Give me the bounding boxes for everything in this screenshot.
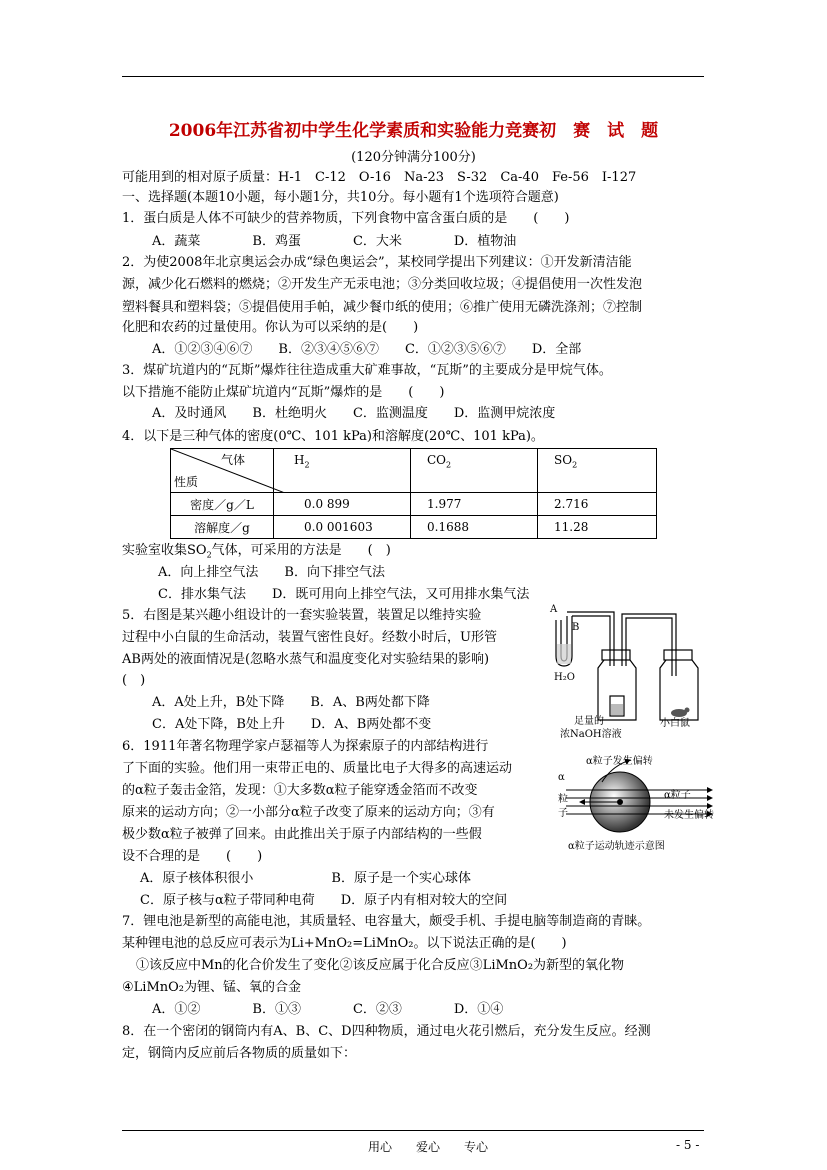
header-rule [122,76,704,77]
page-number: - 5 - [676,1138,700,1152]
alpha-label-v2: 粒 [558,794,568,805]
q1-stem: 1．蛋白质是人体不可缺少的营养物质，下列食物中富含蛋白质的是 ( ) [122,211,570,226]
label-alpha-particle: α粒子 [664,790,691,801]
label-undeflected: 未发生偏转 [664,810,714,821]
cell-so2-density: 2.716 [538,493,657,516]
q4-ask: 实验室收集$SO_2$气体，可采用的方法是 ( ) [122,543,391,560]
atomic-masses: 可能用到的相对原子质量：H-1 C-12 O-16 Na-23 S-32 Ca-40 Fe-56 I-127 [122,170,637,185]
label-naoh-2: 浓NaOH溶液 [560,729,622,740]
label-b: B [572,622,580,633]
q6-options-1: A．原子核体积很小 B．原子是一个实心球体 [140,871,471,886]
q2-line2: 源，减少化石燃料的燃烧；②开发生产无汞电池；③分类回收垃圾；④提倡使用一次性发泡 [122,277,643,292]
q6-line5: 极少数α粒子被弹了回来。由此推出关于原子内部结构的一些假 [122,827,482,842]
table-corner-cell [171,449,274,493]
footer-rule [122,1130,704,1131]
q5-line3: AB两处的液面情况是(忽略水蒸气和温度变化对实验结果的影响) [122,652,490,667]
apparatus-figure [548,604,708,726]
q1-options: A．蔬菜 B．鸡蛋 C．大米 D．植物油 [152,234,517,249]
q7-line4: ④LiMnO₂为锂、锰、氧的合金 [122,980,301,995]
q7-line2: 某种锂电池的总反应可表示为Li+MnO₂=LiMnO₂。以下说法正确的是( ) [122,936,567,951]
q2-line3: 塑料餐具和塑料袋；⑤提倡使用手帕，减少餐巾纸的使用；⑥推广使用无磷洗涤剂；⑦控制 [122,300,643,315]
q5-options-1: A．A处上升，B处下降 B．A、B两处都下降 [152,695,430,710]
cell-co2-density: 1.977 [411,493,538,516]
gas-property-table [170,448,657,539]
label-naoh-1: 足量的 [574,716,604,727]
label-deflected: α粒子发生偏转 [586,756,653,767]
q4-options-1: A．向上排空气法 B．向下排空气法 [158,565,385,580]
q6-options-2: C．原子核与α粒子带同种电荷 D．原子内有相对较大的空间 [140,893,508,908]
cell-co2-solubility: 0.1688 [411,516,538,539]
cell-h2-density: 0.0 899 [274,493,411,516]
exam-duration: (120分钟满分100分) [351,150,476,165]
figure-caption: α粒子运动轨迹示意图 [568,841,665,852]
q7-options: A．①② B．①③ C．②③ D．①④ [152,1002,504,1017]
row-label-density: 密度／g／L [171,493,274,516]
q3-line2: 以下措施不能防止煤矿坑道内“瓦斯”爆炸的是 ( ) [122,385,445,400]
q5-line2: 过程中小白鼠的生命活动，装置气密性良好。经数小时后，U形管 [122,630,497,645]
alpha-label-v1: α [558,772,565,783]
header-gas-co2: $CO_2$ [411,449,538,493]
table-row [171,493,657,516]
q3-options: A．及时通风 B．杜绝明火 C．监测温度 D．监测甲烷浓度 [152,406,556,421]
q6-line1: 6．1911年著名物理学家卢瑟福等人为探索原子的内部结构进行 [122,739,489,754]
q6-line2: 了下面的实验。他们用一束带正电的、质量比电子大得多的高速运动 [122,761,513,776]
q8-line2: 定，钢筒内反应前后各物质的质量如下： [122,1046,357,1061]
header-gas-h2: $H_2$ [274,449,411,493]
label-mouse: 小白鼠 [660,718,690,729]
label-a: A [550,604,558,615]
section-heading: 一、选择题(本题10小题，每小题1分，共10分。每小题有1个选项符合题意) [122,190,559,205]
q8-line1: 8．在一个密闭的钢筒内有A、B、C、D四种物质，通过电火花引燃后，充分发生反应。经测 [122,1024,651,1039]
header-gas-so2: $SO_2$ [538,449,657,493]
footer-motto: 用心 爱心 专心 [368,1140,489,1154]
cell-so2-solubility: 11.28 [538,516,657,539]
alpha-label-v3: 子 [558,808,568,819]
table-row [171,516,657,539]
row-label-solubility: 溶解度／g [171,516,274,539]
corner-label-property: 性质 [174,475,199,489]
q4-options-2: C．排水集气法 D．既可用向上排空气法，又可用排水集气法 [158,587,530,602]
q6-line6: 设不合理的是 ( ) [122,849,263,864]
q5-line1: 5．右图是某兴趣小组设计的一套实验装置，装置足以维持实验 [122,608,482,623]
page-title: 2006年江苏省初中学生化学素质和实验能力竞赛初 赛 试 题 [168,121,659,141]
q2-line1: 2．为使2008年北京奥运会办成“绿色奥运会”，某校同学提出下列建议：①开发新清洁能 [122,255,632,270]
q2-line4: 化肥和农药的过量使用。你认为可以采纳的是( ) [122,320,419,335]
q3-line1: 3．煤矿坑道内的“瓦斯”爆炸往往造成重大矿难事故，“瓦斯”的主要成分是甲烷气体。 [122,363,612,378]
q6-line3: 的α粒子轰击金箔，发现：①大多数α粒子能穿透金箔而不改变 [122,783,478,798]
q5-line4: ( ) [122,673,146,688]
q6-line4: 原来的运动方向；②一小部分α粒子改变了原来的运动方向；③有 [122,805,495,820]
q5-options-2: C．A处下降，B处上升 D．A、B两处都不变 [152,717,432,732]
label-water: H₂O [554,672,575,683]
corner-label-gas: 气体 [220,453,245,467]
q7-line3: ①该反应中Mn的化合价发生了变化②该反应属于化合反应③LiMnO₂为新型的氧化物 [136,958,625,973]
cell-h2-solubility: 0.0 001603 [274,516,411,539]
q4-stem: 4．以下是三种气体的密度(0℃、101 kPa)和溶解度(20℃、101 kPa)。 [122,429,544,444]
q2-options: A．①②③④⑥⑦ B．②③④⑤⑥⑦ C．①②③⑤⑥⑦ D．全部 [152,342,582,357]
q7-line1: 7．锂电池是新型的高能电池，其质量轻、电容量大，颇受手机、手提电脑等制造商的青睐。 [122,914,651,929]
